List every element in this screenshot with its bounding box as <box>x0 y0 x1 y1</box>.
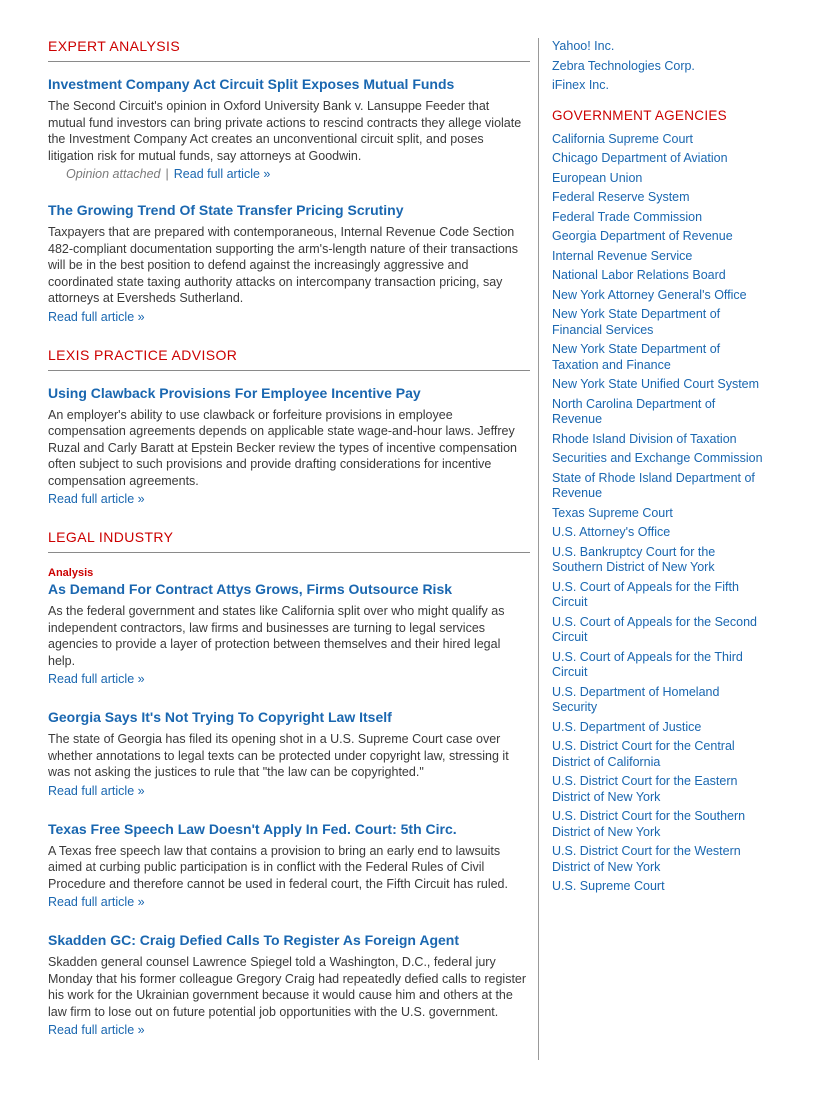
agency-link[interactable]: U.S. Supreme Court <box>552 879 665 893</box>
company-link[interactable]: Zebra Technologies Corp. <box>552 58 695 73</box>
agency-link[interactable]: State of Rhode Island Department of Revenue <box>552 470 755 500</box>
read-full-article-link[interactable]: Read full article » <box>173 167 271 181</box>
section-heading: EXPERT ANALYSIS <box>48 38 530 62</box>
agency-link[interactable]: California Supreme Court <box>552 131 694 146</box>
agency-link[interactable]: Chicago Department of Aviation <box>552 151 728 165</box>
agency-link[interactable]: U.S. Court of Appeals for the Third Circuit <box>552 649 743 679</box>
article-headline-link[interactable]: Texas Free Speech Law Doesn't Apply In Fed. Court: 5th Circ. <box>48 820 457 837</box>
article-headline-link[interactable]: Skadden GC: Craig Defied Calls To Register As Foreign Agent <box>48 932 459 948</box>
government-agencies-heading: GOVERNMENT AGENCIES <box>552 107 727 123</box>
agency-link[interactable]: U.S. District Court for the Central District of California <box>552 739 735 769</box>
article <box>48 821 530 912</box>
attachment-note: Opinion attached <box>66 167 161 181</box>
agency-link[interactable]: U.S. Department of Homeland Security <box>552 684 720 714</box>
section-legal-industry <box>48 529 530 1039</box>
agency-link[interactable]: New York State Department of Taxation and Finance <box>552 342 721 372</box>
main-article-column <box>48 38 530 1060</box>
agency-link[interactable]: U.S. Court of Appeals for the Fifth Circuit <box>552 579 739 609</box>
agency-link[interactable]: U.S. District Court for the Southern District of New York <box>552 809 746 839</box>
article <box>48 385 530 509</box>
article <box>48 76 530 181</box>
article-headline-link[interactable]: Using Clawback Provisions For Employee Incentive Pay <box>48 384 421 401</box>
agency-link[interactable]: Georgia Department of Revenue <box>552 229 733 243</box>
agency-link[interactable]: Rhode Island Division of Taxation <box>552 431 737 446</box>
read-full-article-link[interactable]: Read full article » <box>48 672 145 686</box>
company-link[interactable]: Yahoo! Inc. <box>552 39 615 53</box>
agency-link[interactable]: European Union <box>552 170 643 185</box>
read-full-article-link[interactable]: Read full article » <box>48 895 145 909</box>
agency-link[interactable]: U.S. Bankruptcy Court for the Southern District of New York <box>552 544 716 574</box>
agency-link[interactable]: New York State Unified Court System <box>552 377 760 391</box>
article-summary: A Texas free speech law that contains a provision to bring an early end to lawsuits aimed at curbing public participation is in conflict with the Federal Rules of Civil Procedure and therefore cannot be used in federal court, the Fifth Circuit has ruled. <box>48 843 508 891</box>
agency-link[interactable]: New York Attorney General's Office <box>552 287 747 302</box>
agency-link[interactable]: Securities and Exchange Commission <box>552 451 763 465</box>
agency-link[interactable]: Internal Revenue Service <box>552 248 693 263</box>
read-full-article-link[interactable]: Read full article » <box>48 492 145 506</box>
agency-link[interactable]: Federal Reserve System <box>552 190 690 204</box>
article-headline-link[interactable]: As Demand For Contract Attys Grows, Firms Outsource Risk <box>48 581 453 597</box>
agency-link[interactable]: Texas Supreme Court <box>552 505 673 520</box>
agency-link[interactable]: U.S. Court of Appeals for the Second Circuit <box>552 614 757 644</box>
article-summary: Taxpayers that are prepared with contemporaneous, Internal Revenue Code Section 482-compliant documentation supporting the arm's-length nature of their transactions will be in the best position to defend against the increasingly aggressive and coordinated state taxing authority attacks on intercompany transaction pricing, say attorneys at Eversheds Sutherland. <box>48 225 519 305</box>
meta-separator: | <box>165 167 169 181</box>
article <box>48 932 530 1039</box>
agency-link[interactable]: National Labor Relations Board <box>552 268 726 282</box>
article <box>48 202 530 326</box>
agency-link[interactable]: U.S. Department of Justice <box>552 719 702 734</box>
agency-link[interactable]: North Carolina Department of Revenue <box>552 396 716 426</box>
sidebar-link-column <box>552 38 768 1060</box>
article-summary: The Second Circuit's opinion in Oxford University Bank v. Lansuppe Feeder that mutual fund investors can bring private actions to rescind contracts they allege violate the Investment Company Act creates an unconventional circuit split, and poses litigation risk for mutual funds, say attorneys at Goodwin. <box>48 99 522 163</box>
article-meta <box>48 167 530 181</box>
article <box>48 567 530 688</box>
article-headline-link[interactable]: The Growing Trend Of State Transfer Pricing Scrutiny <box>48 202 404 218</box>
article-summary: Skadden general counsel Lawrence Spiegel told a Washington, D.C., federal jury Monday that his former colleague Gregory Craig had repeatedly defied calls to register his work for the Ukrainian government because it would cause him and others at the law firm to lose out on future potential job opportunities with the U.S. government. <box>48 955 527 1019</box>
company-link[interactable]: iFinex Inc. <box>552 78 609 92</box>
article-kicker: Analysis <box>48 567 94 579</box>
read-full-article-link[interactable]: Read full article » <box>48 309 145 324</box>
read-full-article-link[interactable]: Read full article » <box>48 1023 145 1037</box>
section-heading: LEGAL INDUSTRY <box>48 529 530 553</box>
article-headline-link[interactable]: Investment Company Act Circuit Split Exposes Mutual Funds <box>48 76 455 92</box>
article-summary: An employer's ability to use clawback or forfeiture provisions in employee compensation agreements depends on applicable state wage-and-hour laws. Jeffrey Ruzal and Carly Baratt at Epstein Becker review the types of incentive compensation often subject to such provisions and provide drafting considerations for incentive compensation agreements. <box>48 407 517 488</box>
article-summary: The state of Georgia has filed its opening shot in a U.S. Supreme Court case over whether annotations to legal texts can be protected under copyright law, stressing it was not asking the justices to rule that "the law can be copyrighted." <box>48 732 509 779</box>
agency-link[interactable]: U.S. District Court for the Eastern District of New York <box>552 774 738 804</box>
section-lexis-practice-advisor <box>48 347 530 509</box>
section-expert-analysis <box>48 38 530 326</box>
agency-link[interactable]: New York State Department of Financial Services <box>552 307 721 337</box>
read-full-article-link[interactable]: Read full article » <box>48 783 145 798</box>
agency-link[interactable]: Federal Trade Commission <box>552 209 703 224</box>
column-divider <box>538 38 539 1060</box>
article <box>48 709 530 800</box>
agency-link[interactable]: U.S. Attorney's Office <box>552 525 671 539</box>
agency-link[interactable]: U.S. District Court for the Western District of New York <box>552 844 741 874</box>
article-summary: As the federal government and states like California split over who might qualify as independent contractors, law firms and businesses are turning to legal services agencies to provide a layer of protection between themselves and their hired legal help. <box>48 604 505 668</box>
section-heading: LEXIS PRACTICE ADVISOR <box>48 347 530 371</box>
article-headline-link[interactable]: Georgia Says It's Not Trying To Copyright Law Itself <box>48 709 392 725</box>
